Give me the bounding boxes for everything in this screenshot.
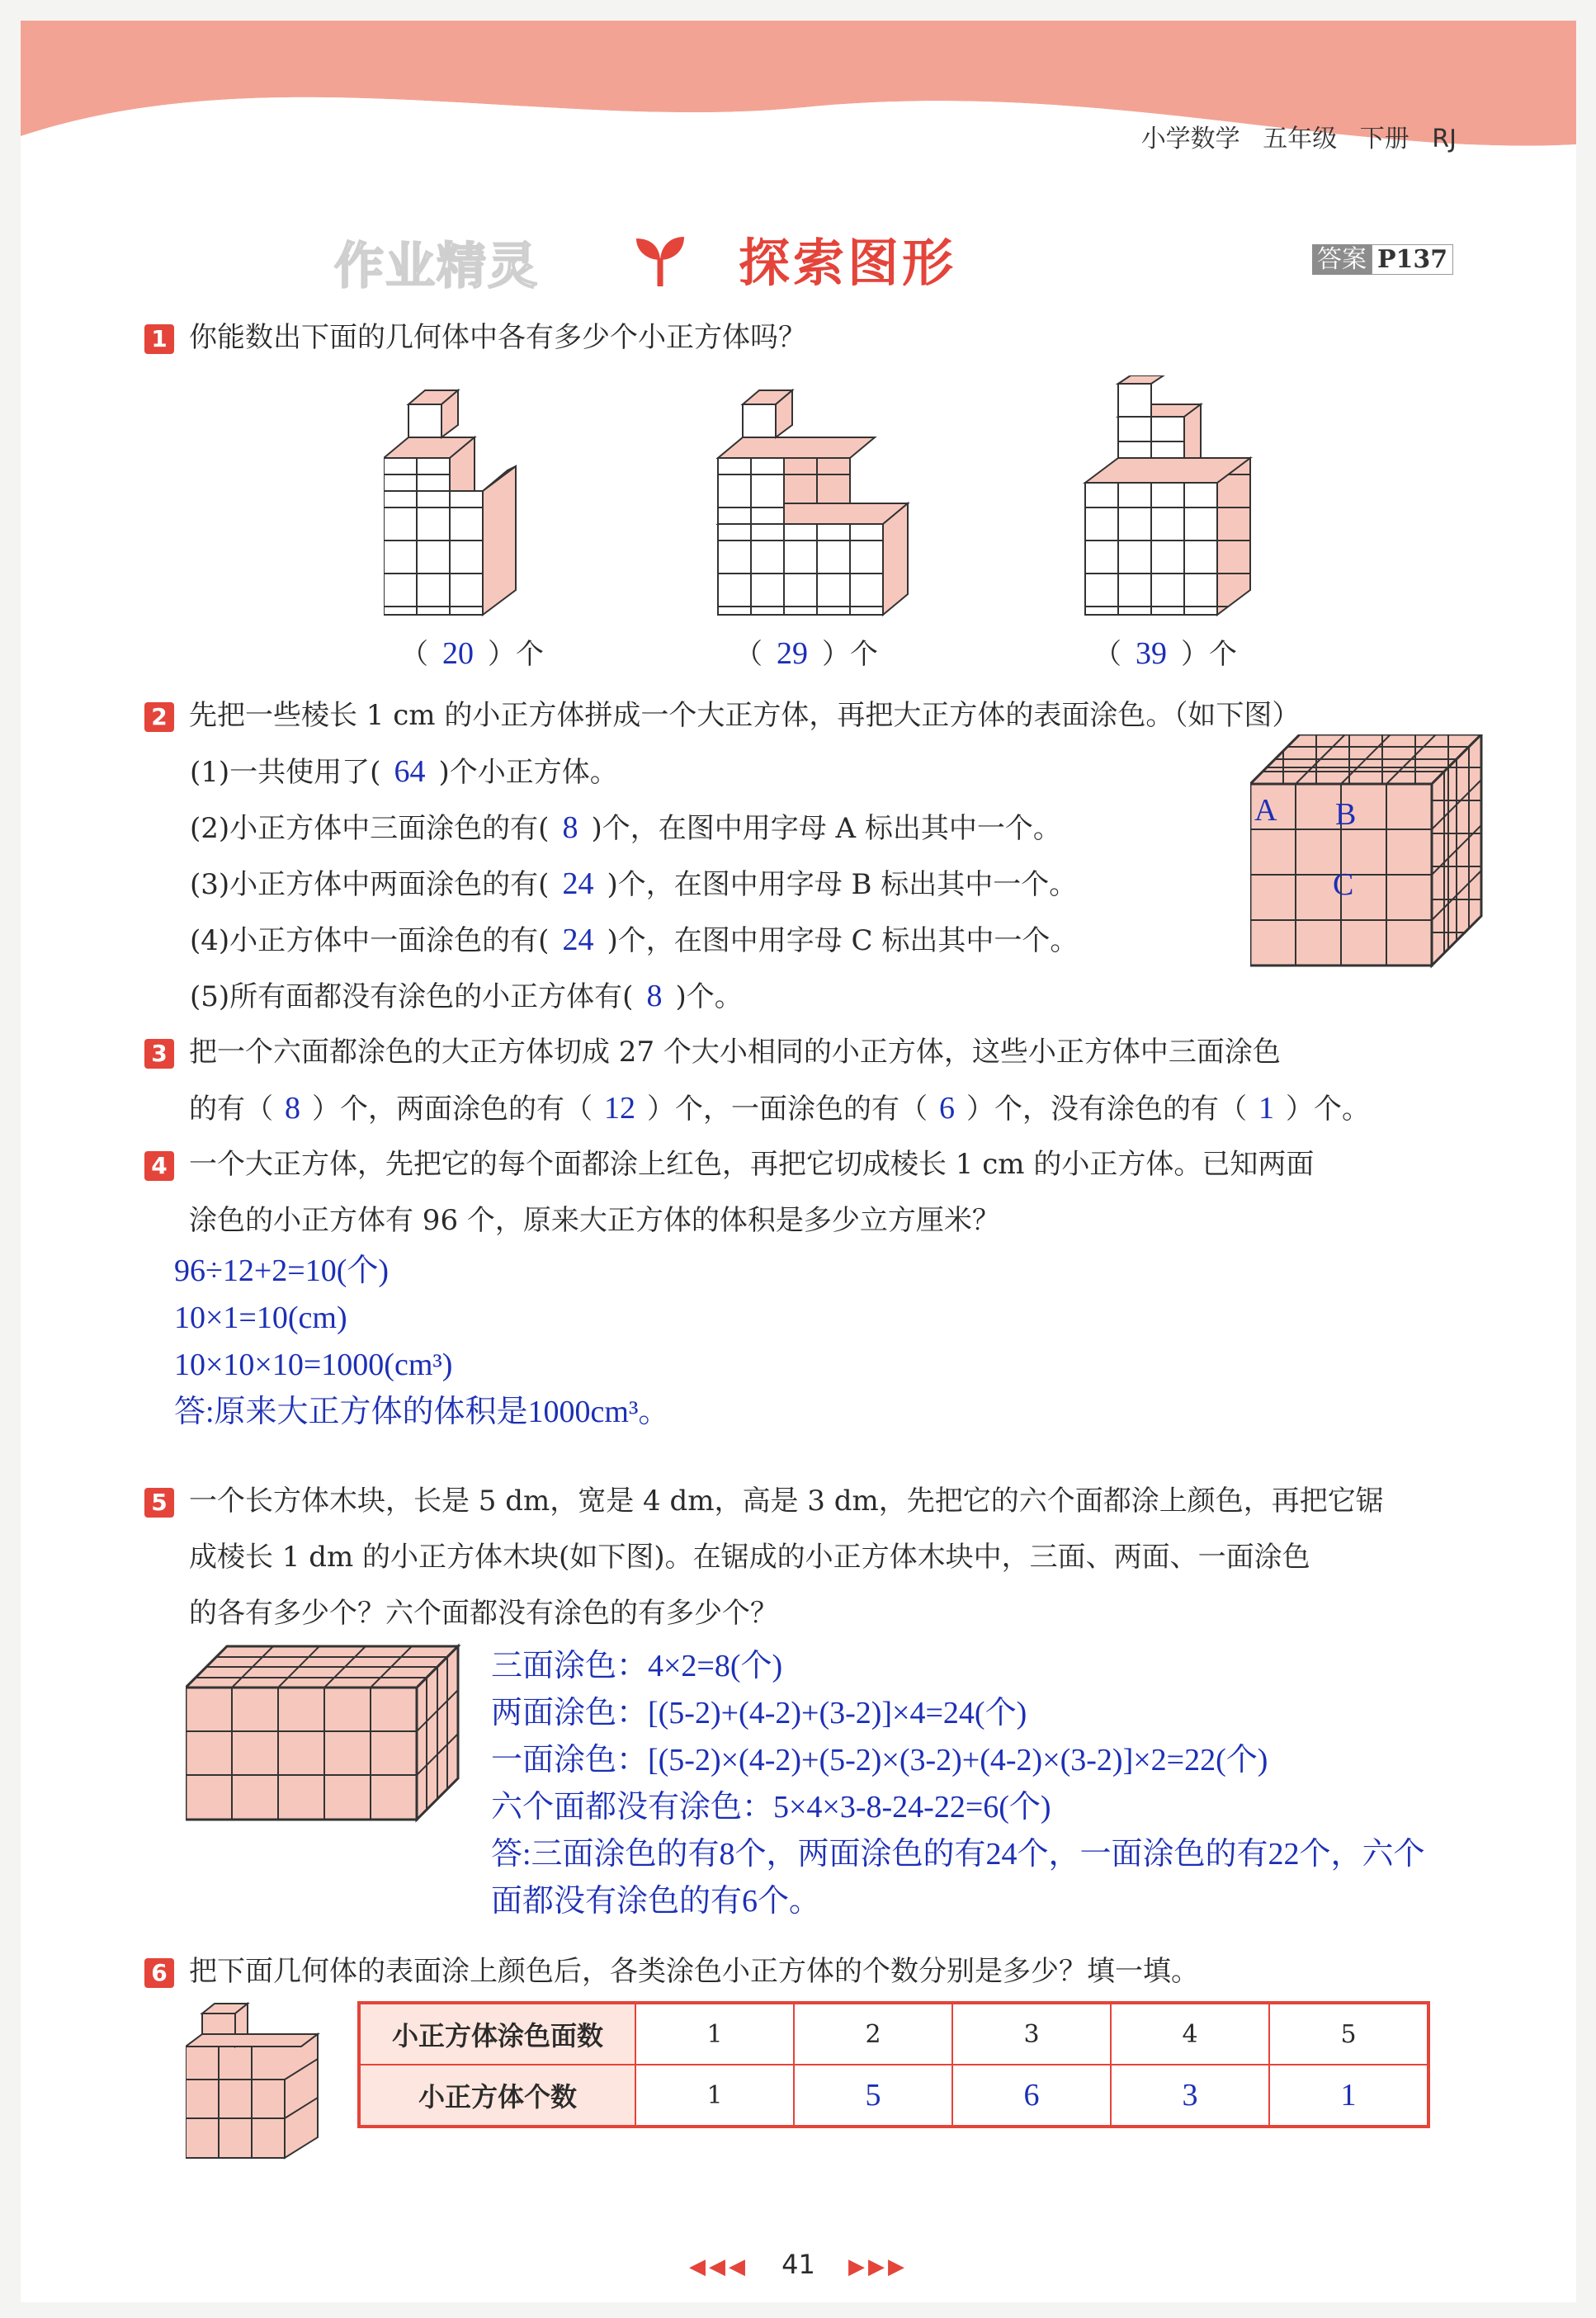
q2-number: 2 <box>144 702 174 732</box>
q5-work-4: 六个面都没有涂色：5×4×3-8-24-22=6(个) <box>491 1790 1051 1825</box>
q6-table <box>357 2001 1430 2128</box>
q5-line3: 的各有多少个？六个面都没有涂色的有多少个？ <box>189 1597 778 1630</box>
part-answer: 24 <box>562 866 594 901</box>
header-text: 小学数学 五年级 下册 RJ <box>1140 125 1457 153</box>
paren: （ <box>734 638 763 671</box>
q1-answer-3 <box>1093 631 1237 672</box>
answer-reference <box>1312 238 1453 275</box>
q1-text <box>144 309 806 366</box>
q6-number: 6 <box>144 1958 174 1988</box>
count-cell <box>1111 2065 1269 2127</box>
text: ）个，一面涂色的有（ <box>647 1093 928 1126</box>
q2-part-5 <box>190 968 743 1025</box>
q1-answer-1 <box>400 631 544 672</box>
count-answer: 5 <box>865 2078 881 2113</box>
q4-number: 4 <box>144 1151 174 1181</box>
title-row <box>21 219 1576 293</box>
q5-stem: 一个长方体木块，长是 5 dm，宽是 4 dm，高是 3 dm，先把它的六个面都涂上颜色，再把它锯 <box>189 1485 1384 1518</box>
page-title: 探索图形 <box>739 233 957 293</box>
q5-answer-2: 面都没有涂色的有6个。 <box>491 1884 821 1919</box>
part-pre: (2)小正方体中三面涂色的有( <box>190 812 550 845</box>
q3-answer-2: 12 <box>604 1091 635 1126</box>
count-answer: 1 <box>1340 2078 1357 2113</box>
part-pre: (5)所有面都没有涂色的小正方体有( <box>190 980 634 1013</box>
q3-answer-4: 1 <box>1258 1091 1274 1126</box>
faces-cell: 5 <box>1269 2003 1428 2065</box>
unit: ）个 <box>488 638 544 671</box>
prev-arrows-icon: ◀◀◀ <box>688 2254 748 2279</box>
row-header-count: 小正方体个数 <box>359 2065 635 2127</box>
unit: ）个 <box>1181 638 1237 671</box>
q6-stem: 把下面几何体的表面涂上颜色后，各类涂色小正方体的个数分别是多少？填一填。 <box>189 1955 1199 1988</box>
part-answer: 8 <box>646 979 663 1013</box>
q2-part-2 <box>190 800 1061 857</box>
q3-answer-1: 8 <box>285 1091 300 1126</box>
text: ）个。 <box>1286 1093 1370 1126</box>
label-c: C <box>1333 867 1354 902</box>
part-post: )个。 <box>675 980 743 1013</box>
q2-part-3 <box>190 856 1077 913</box>
q4-work-3: 10×10×10=1000(cm³) <box>174 1348 453 1382</box>
q4-answer: 答:原来大正方体的体积是1000cm³。 <box>174 1395 670 1429</box>
q2-stem: 先把一些棱长 1 cm 的小正方体拼成一个大正方体，再把大正方体的表面涂色。（如下图） <box>189 699 1301 732</box>
q5-number: 5 <box>144 1488 174 1518</box>
q1-stem: 你能数出下面的几何体中各有多少个小正方体吗？ <box>189 321 806 354</box>
q3-answer-3: 6 <box>939 1091 955 1126</box>
faces-cell: 1 <box>635 2003 794 2065</box>
count-cell <box>952 2065 1111 2127</box>
q1-answer-2 <box>734 631 878 672</box>
q4-line2: 涂色的小正方体有 96 个，原来大正方体的体积是多少立方厘米？ <box>189 1204 1000 1237</box>
q5-work-1: 三面涂色：4×2=8(个) <box>491 1649 783 1683</box>
q4-line1 <box>144 1136 1564 1192</box>
page-footer <box>21 2249 1576 2280</box>
count-answer: 3 <box>1182 2078 1198 2113</box>
faces-cell: 3 <box>952 2003 1111 2065</box>
q2-part-4 <box>190 912 1078 969</box>
count-answer: 6 <box>1023 2078 1040 2113</box>
q3-line1 <box>144 1024 1564 1080</box>
q2-cube-figure <box>1250 734 1490 970</box>
unit: ）个 <box>822 638 878 671</box>
q3-line2 <box>189 1080 1370 1137</box>
part-post: )个，在图中用字母 C 标出其中一个。 <box>607 924 1079 957</box>
q4-work-2: 10×1=10(cm) <box>174 1301 347 1335</box>
table-row <box>359 2003 1428 2065</box>
part-pre: (3)小正方体中两面涂色的有( <box>190 868 550 901</box>
q5-answer-1: 答:三面涂色的有8个，两面涂色的有24个，一面涂色的有22个，六个 <box>491 1837 1425 1872</box>
text: ）个，两面涂色的有（ <box>312 1093 593 1126</box>
q5-line1 <box>144 1473 1564 1529</box>
text: ）个，没有涂色的有（ <box>966 1093 1247 1126</box>
answer-label: 答案 <box>1312 244 1372 275</box>
q1-number: 1 <box>144 324 174 354</box>
paren: （ <box>1093 638 1121 671</box>
part-post: )个，在图中用字母 B 标出其中一个。 <box>607 868 1078 901</box>
count-cell: 1 <box>635 2065 794 2127</box>
next-arrows-icon: ▶▶▶ <box>848 2254 909 2279</box>
watermark-logo: 作业精灵 <box>334 238 539 295</box>
q4-stem: 一个大正方体，先把它的每个面都涂上红色，再把它切成棱长 1 cm 的小正方体。已知两面 <box>189 1148 1315 1181</box>
part-answer: 64 <box>394 754 426 789</box>
label-a: A <box>1254 793 1277 828</box>
q2-part-1 <box>190 744 618 800</box>
q5-work-2: 两面涂色：[(5-2)+(4-2)+(3-2)]×4=24(个) <box>491 1696 1027 1730</box>
answer-page: P137 <box>1372 244 1453 275</box>
q6-figure <box>186 1997 334 2162</box>
part-post: )个小正方体。 <box>438 756 618 789</box>
count-cell <box>1269 2065 1428 2127</box>
q6-text <box>144 1943 1564 1999</box>
q5-work-3: 一面涂色：[(5-2)×(4-2)+(5-2)×(3-2)+(4-2)×(3-2)]×2=22(个) <box>491 1743 1268 1777</box>
page-number: 41 <box>781 2249 815 2280</box>
paren: （ <box>400 638 428 671</box>
sprout-icon <box>631 230 689 288</box>
q1-value-1: 20 <box>442 636 474 671</box>
count-cell <box>794 2065 952 2127</box>
part-answer: 24 <box>562 923 594 957</box>
q4-work-1: 96÷12+2=10(个) <box>174 1253 390 1288</box>
faces-cell: 2 <box>794 2003 952 2065</box>
q1-value-2: 29 <box>777 636 808 671</box>
q5-cuboid-figure <box>186 1638 466 1828</box>
q3-stem: 把一个六面都涂色的大正方体切成 27 个大小相同的小正方体，这些小正方体中三面涂色 <box>189 1036 1281 1069</box>
label-b: B <box>1335 797 1357 832</box>
q1-figures <box>384 375 1324 631</box>
q3-number: 3 <box>144 1039 174 1069</box>
faces-cell: 4 <box>1111 2003 1269 2065</box>
row-header-faces: 小正方体涂色面数 <box>359 2003 635 2065</box>
q1-value-3: 39 <box>1136 636 1167 671</box>
part-answer: 8 <box>562 810 578 845</box>
text: 的有（ <box>189 1093 273 1126</box>
part-pre: (1)一共使用了( <box>190 756 381 789</box>
table-row <box>359 2065 1428 2127</box>
q5-line2: 成棱长 1 dm 的小正方体木块(如下图)。在锯成的小正方体木块中，三面、两面、一面涂色 <box>189 1541 1310 1574</box>
part-pre: (4)小正方体中一面涂色的有( <box>190 924 550 957</box>
part-post: )个，在图中用字母 A 标出其中一个。 <box>591 812 1061 845</box>
page <box>21 21 1576 2302</box>
